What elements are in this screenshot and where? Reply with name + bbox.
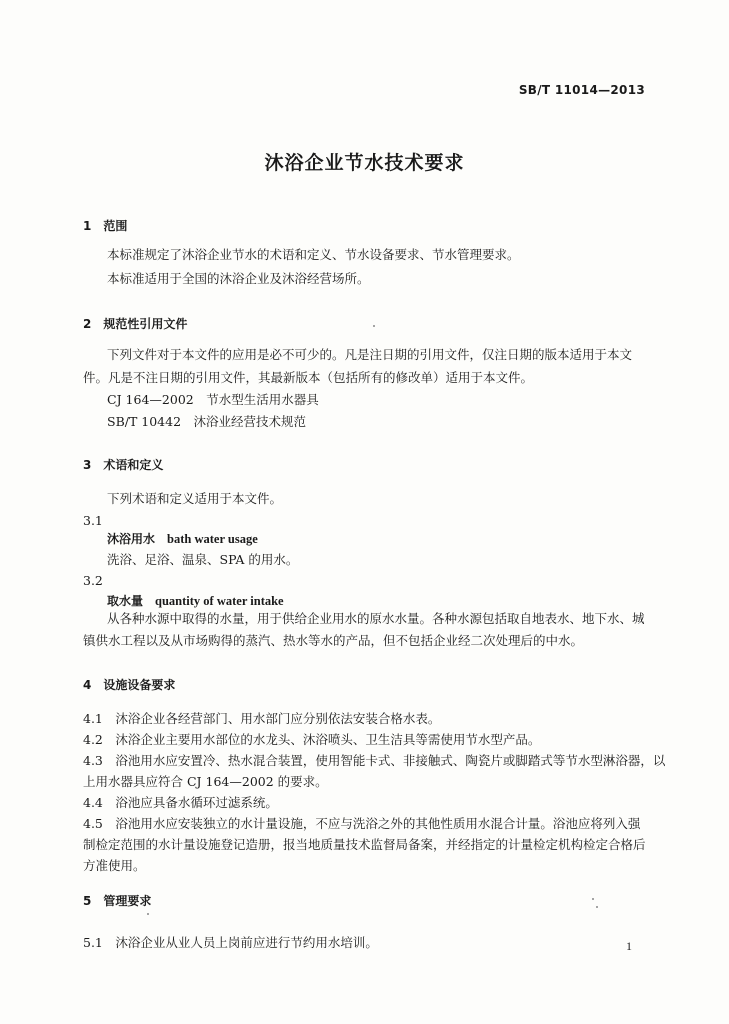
section-2-heading: 2 规范性引用文件 [83, 317, 188, 331]
standard-number: SB/T 11014—2013 [518, 83, 645, 97]
clause-4-4: 4.4 浴池应具备水循环过滤系统。 [83, 795, 278, 810]
term-3-2-number: 3.2 [83, 573, 103, 588]
term-3-2-title [107, 593, 284, 609]
clause-4-3-line-1: 4.3 浴池用水应安置冷、热水混合装置，使用智能卡式、非接触式、陶瓷片或脚踏式等节水型淋浴器，以 [83, 753, 666, 768]
scan-speck [592, 898, 594, 900]
section-5-heading: 5 管理要求 [83, 894, 152, 908]
term-3-2-chinese: 取水量 [107, 594, 144, 608]
clause-4-1: 4.1 沐浴企业各经营部门、用水部门应分别依法安装合格水表。 [83, 711, 441, 726]
term-3-1-definition: 洗浴、足浴、温泉、SPA 的用水。 [107, 552, 299, 567]
section-2-paragraph-line-1: 下列文件对于本文件的应用是必不可少的。凡是注日期的引用文件，仅注日期的版本适用于本文 [107, 347, 633, 362]
page-number: 1 [626, 939, 632, 953]
section-1-paragraph-2: 本标准适用于全国的沐浴企业及沐浴经营场所。 [107, 271, 370, 286]
term-3-1-number: 3.1 [83, 513, 103, 528]
term-3-2-english: quantity of water intake [155, 594, 284, 608]
scan-speck [373, 325, 375, 327]
section-1-heading: 1 范围 [83, 219, 128, 233]
clause-4-2: 4.2 沐浴企业主要用水部位的水龙头、沐浴喷头、卫生洁具等需使用节水型产品。 [83, 732, 541, 747]
section-1-paragraph-1: 本标准规定了沐浴企业节水的术语和定义、节水设备要求、节水管理要求。 [107, 247, 520, 262]
section-2-paragraph-line-2: 件。凡是不注日期的引用文件，其最新版本（包括所有的修改单）适用于本文件。 [83, 370, 534, 385]
term-3-2-definition-line-2: 镇供水工程以及从市场购得的蒸汽、热水等水的产品，但不包括企业经二次处理后的中水。 [83, 633, 584, 648]
reference-cj-164: CJ 164—2002 节水型生活用水器具 [107, 392, 319, 407]
clause-4-3-line-2: 上用水器具应符合 CJ 164—2002 的要求。 [83, 774, 328, 789]
clause-5-1: 5.1 沐浴企业从业人员上岗前应进行节约用水培训。 [83, 935, 378, 950]
clause-4-5-line-3: 方准使用。 [83, 858, 146, 873]
term-3-2-definition-line-1: 从各种水源中取得的水量，用于供给企业用水的原水水量。各种水源包括取自地表水、地下水、城 [107, 611, 645, 626]
section-3-heading: 3 术语和定义 [83, 458, 164, 472]
page-title: 沐浴企业节水技术要求 [264, 152, 465, 174]
section-3-intro: 下列术语和定义适用于本文件。 [107, 491, 283, 506]
term-3-1-chinese: 沐浴用水 [107, 532, 156, 546]
term-3-1-english: bath water usage [167, 532, 258, 546]
scan-speck [147, 913, 149, 915]
term-3-1-title [107, 531, 258, 547]
reference-sbt-10442: SB/T 10442 沐浴业经营技术规范 [107, 414, 307, 429]
clause-4-5-line-1: 4.5 浴池用水应安装独立的水计量设施，不应与洗浴之外的其他性质用水混合计量。浴池应将列入强 [83, 816, 641, 831]
section-4-heading: 4 设施设备要求 [83, 678, 176, 692]
clause-4-5-line-2: 制检定范围的水计量设施登记造册，报当地质量技术监督局备案，并经指定的计量检定机构检定合格后 [83, 837, 646, 852]
scan-speck [596, 906, 598, 908]
